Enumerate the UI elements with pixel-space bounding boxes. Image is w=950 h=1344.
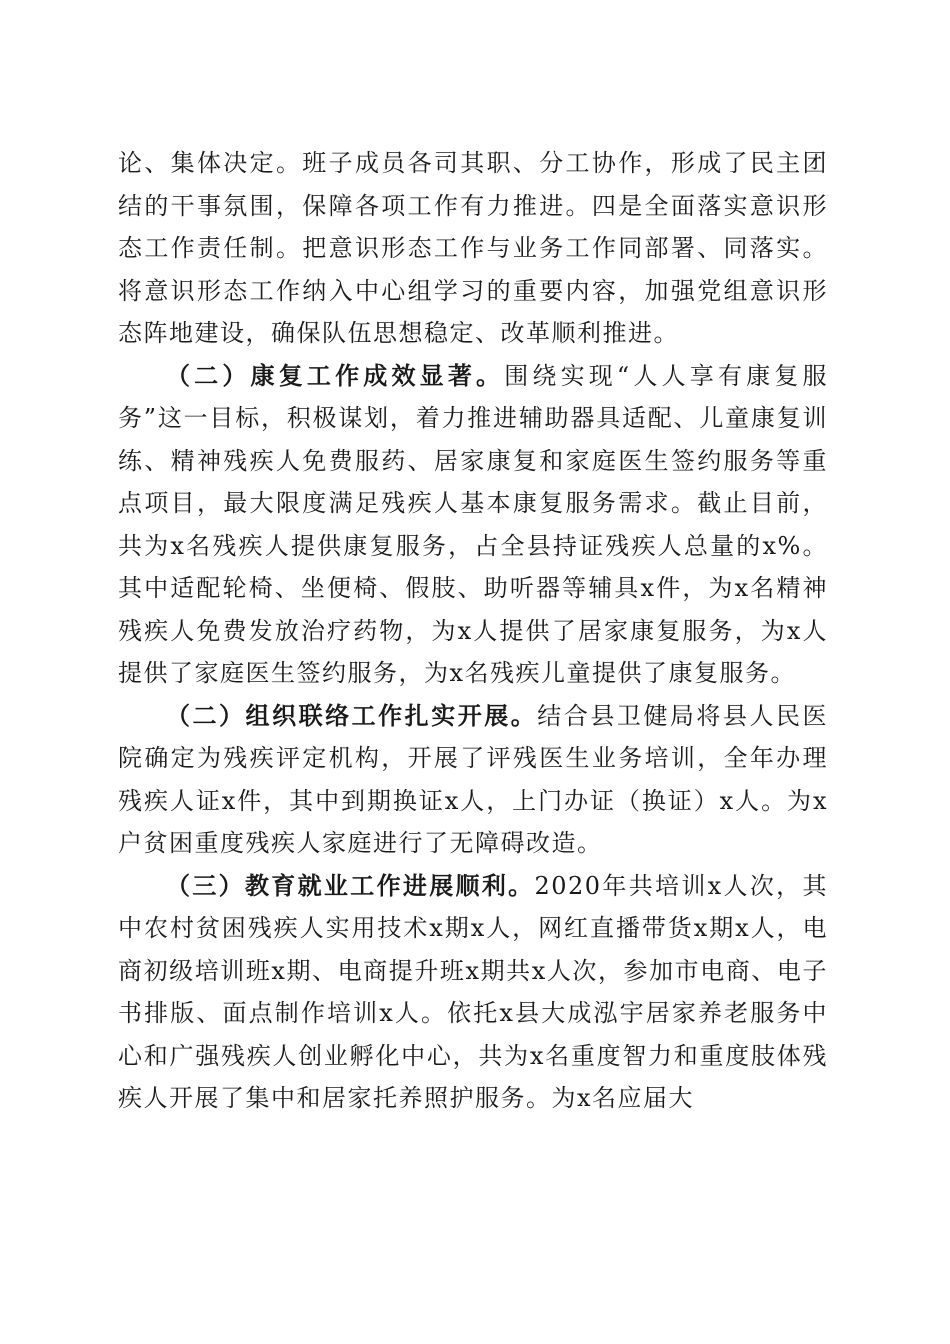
section-heading-organization: （二）组织联络工作扎实开展。 — [166, 700, 538, 730]
paragraph-text: 结合县卫健局将县人民医院确定为残疾评定机构，开展了评残医生业务培训，全年办理残疾人证x件，其中到期换证x人，上门办证（换证）x人。为x户贫困重度残疾人家庭进行了无障碍改造。 — [118, 701, 829, 857]
document-body — [118, 142, 828, 1120]
paragraph-continuation — [118, 142, 828, 355]
section-heading-education-employment: （三）教育就业工作进展顺利。 — [166, 870, 535, 900]
paragraph-text: 围绕实现“人人享有康复服务”这一目标，积极谋划，着力推进辅助器具适配、儿童康复训练、精神残疾人免费服药、居家康复和家庭医生签约服务等重点项目，最大限度满足残疾人基本康复服务需求。截止目前，共为x名残疾人提供康复服务，占全县持证残疾人总量的x%。其中适配轮椅、坐便椅、假肢、助听器等辅具x件，为x名精神残疾人免费发放治疗药物，为x人提供了居家康复服务，为x人提供了家庭医生签约服务，为x名残疾儿童提供了康复服务。 — [118, 361, 828, 687]
paragraph-text: 论、集体决定。班子成员各司其职、分工协作，形成了民主团结的干事氛围，保障各项工作有力推进。四是全面落实意识形态工作责任制。把意识形态工作与业务工作同部署、同落实。将意识形态工作纳入中心组学习的重要内容，加强党组意识形态阵地建设，确保队伍思想稳定、改革顺利推进。 — [118, 149, 828, 347]
paragraph-text: 2020年共培训x人次，其中农村贫困残疾人实用技术x期x人，网红直播带货x期x人，电商初级培训班x期、电商提升班x期共x人次，参加市电商、电子书排版、面点制作培训x人。依托x县大成泓宇居家养老服务中心和广强残疾人创业孵化中心，共为x名重度智力和重度肢体残疾人开展了集中和居家托养照护服务。为x名应届大 — [118, 871, 828, 1112]
section-heading-rehabilitation: （二）康复工作成效显著。 — [166, 360, 505, 390]
paragraph-education-employment — [118, 865, 828, 1120]
paragraph-rehabilitation — [118, 355, 828, 695]
paragraph-organization — [118, 695, 828, 865]
